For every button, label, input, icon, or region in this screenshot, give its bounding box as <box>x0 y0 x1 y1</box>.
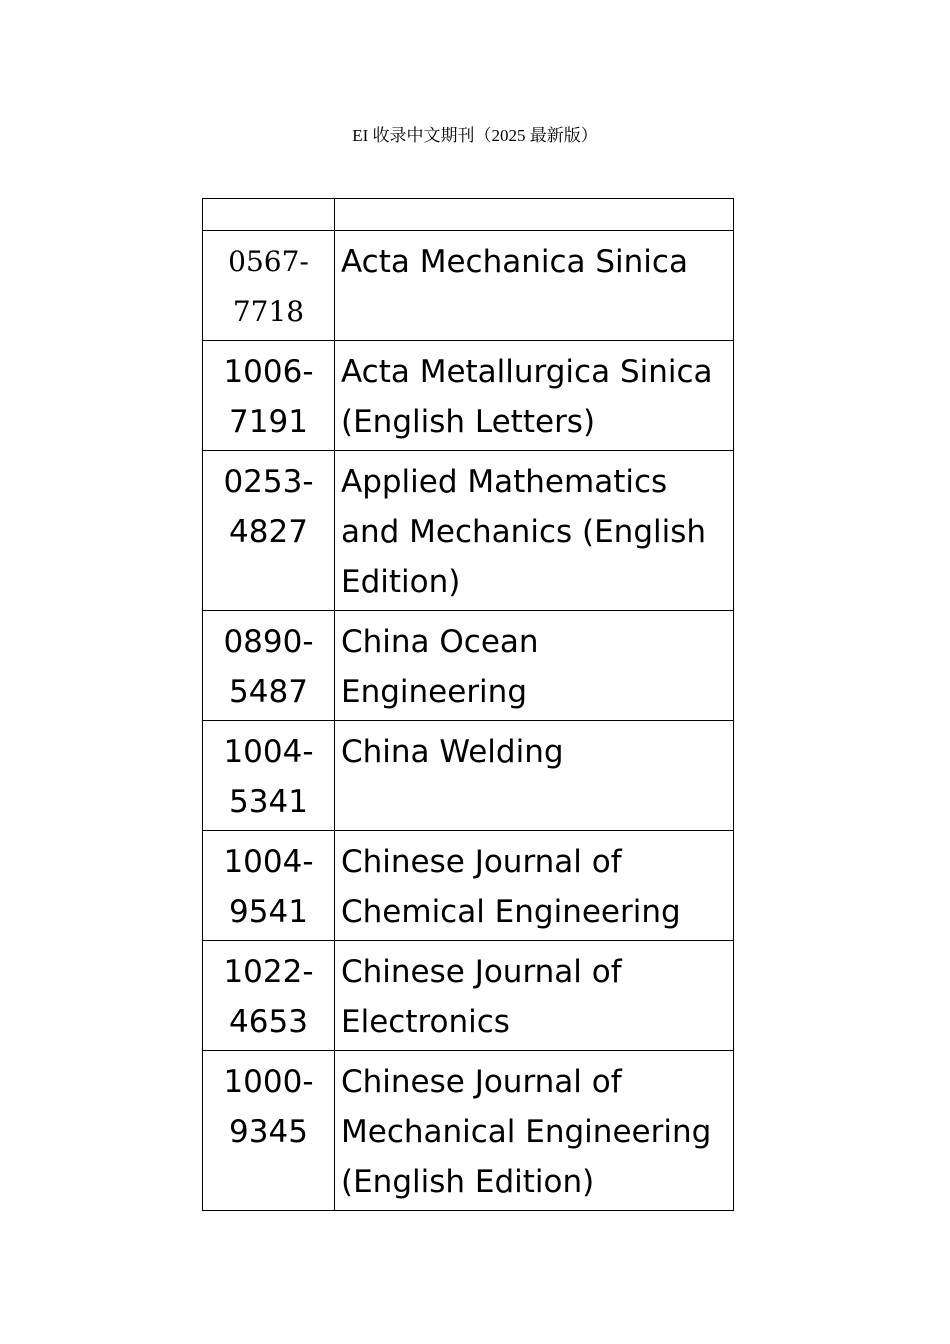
issn-cell: 1000-9345 <box>203 1051 335 1211</box>
journal-title-cell: Acta Metallurgica Sinica (English Letters) <box>335 341 734 451</box>
table-row <box>203 341 734 451</box>
journal-title-cell: Chinese Journal of Chemical Engineering <box>335 831 734 941</box>
issn-cell: 0567-7718 <box>203 231 335 341</box>
table-row <box>203 231 734 341</box>
journal-title-cell: Applied Mathematics and Mechanics (English Edition) <box>335 451 734 611</box>
journal-title-cell: China Ocean Engineering <box>335 611 734 721</box>
journal-title-cell: Chinese Journal of Mechanical Engineering (English Edition) <box>335 1051 734 1211</box>
issn-cell: 1004-5341 <box>203 721 335 831</box>
journal-title-cell: Chinese Journal of Electronics <box>335 941 734 1051</box>
journal-title-cell: China Welding <box>335 721 734 831</box>
journal-title-cell: Acta Mechanica Sinica <box>335 231 734 341</box>
issn-cell: 1022-4653 <box>203 941 335 1051</box>
document-title: EI 收录中文期刊（2025 最新版） <box>352 126 598 145</box>
issn-cell: 1006-7191 <box>203 341 335 451</box>
table-header-row <box>203 199 734 231</box>
table-row <box>203 941 734 1051</box>
table-row <box>203 451 734 611</box>
table-row <box>203 831 734 941</box>
header-cell-title <box>335 199 734 231</box>
table-row <box>203 721 734 831</box>
table-row <box>203 611 734 721</box>
journal-table <box>202 198 734 1211</box>
issn-cell: 0253-4827 <box>203 451 335 611</box>
table-row <box>203 1051 734 1211</box>
issn-cell: 1004-9541 <box>203 831 335 941</box>
header-cell-issn <box>203 199 335 231</box>
issn-cell: 0890-5487 <box>203 611 335 721</box>
